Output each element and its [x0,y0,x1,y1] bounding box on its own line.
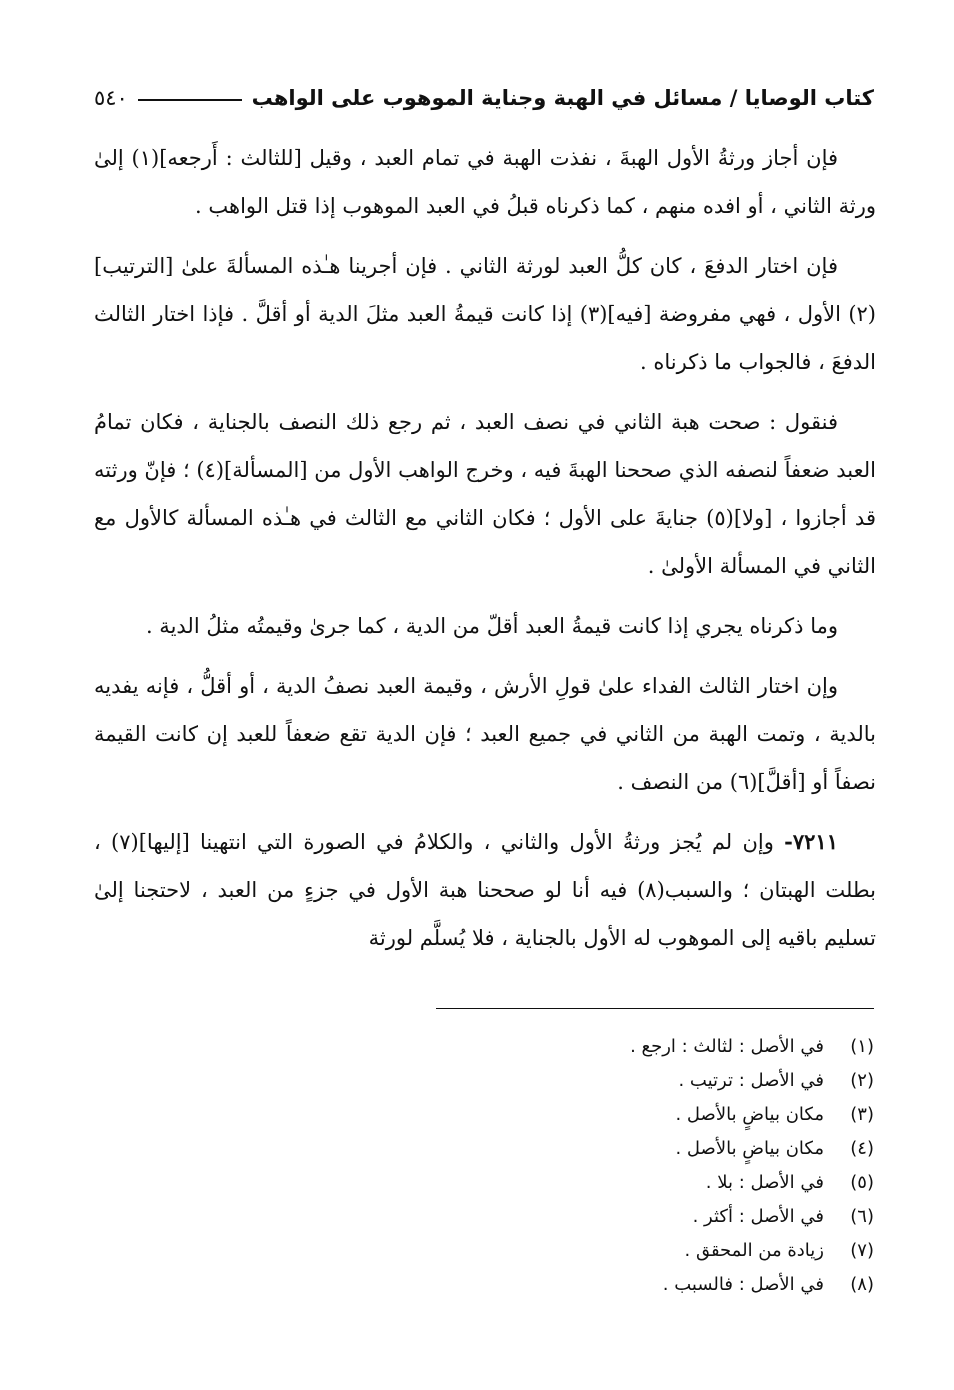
footnote [434,1166,874,1200]
running-title: كتاب الوصايا / مسائل في الهبة وجناية الموهوب على الواهب [251,86,874,110]
footnote [434,1234,874,1268]
footnote-text: في الأصل : بلا . [705,1172,824,1193]
footnote-text: في الأصل : لثالث : ارجع . [630,1036,824,1057]
footnote-text: زيادة من المحقق . [684,1240,824,1261]
footnote-text: في الأصل : فالسبب . [662,1274,824,1295]
running-header [94,80,874,116]
issue-text: وإن لم يُجز ورثةُ الأول والثاني ، والكلامُ في الصورة التي انتهينا [إليها](٧) ، بطلت الهبتان ؛ والسبب(٨) فيه أنا لو صححنا هبة الأول في جزءٍ من العبد ، لاحتجنا إلىٰ تسليم باقيه إلى الموهوب له الأول بالجناية ، فلا يُسلَّم لورثة [94,830,876,950]
paragraph: فنقول : صحت هبة الثاني في نصف العبد ، ثم رجع ذلك النصف بالجناية ، فكان تمامُ العبد ضعفاً لنصفه الذي صححنا الهبةَ فيه ، وخرج الواهب الأول من [المسألة](٤) ؛ فإنّ ورثته قد أجازوا ، [ولا](٥) جنايةَ على الأول ؛ فكان الثاني مع الثالث في هـٰذه المسألة كالأول مع الثاني في المسألة الأولىٰ . [94,410,876,578]
footnote-number: (٤) [850,1138,874,1159]
paragraph: وما ذكرناه يجري إذا كانت قيمةُ العبد أقلّ من الدية ، كما جرىٰ وقيمتُه مثلُ الدية . [145,614,838,638]
page-number: ٥٤٠ [94,86,128,110]
footnote-text: مكان بياضٍ بالأصل . [675,1138,824,1159]
footnote-text: في الأصل : ترتيب . [678,1070,824,1091]
footnote-number: (٣) [850,1104,874,1125]
footnote [434,1064,874,1098]
footnote [434,1268,874,1302]
footnote-number: (٢) [850,1070,874,1091]
footnote-text: في الأصل : أكثر . [692,1206,824,1227]
issue-number: ٧٢١١- [784,829,838,854]
paragraph: فإن أجاز ورثةُ الأول الهبةَ ، نفذت الهبة في تمام العبد ، وقيل [للثالث : أَرجعه](١) إلىٰ ورثة الثاني ، أو افده منهم ، كما ذكرناه قبلُ في العبد الموهوب إذا قتل الواهب . [94,146,876,218]
footnote-number: (٥) [850,1172,874,1193]
paragraph: فإن اختار الدفعَ ، كان كلُّ العبد لورثة الثاني . فإن أجرينا هـٰذه المسألةَ علىٰ [الترتيب](٢) الأول ، فهي مفروضة [فيه](٣) إذا كانت قيمةُ العبد مثلَ الدية أو أقلَّ . فإذا اختار الثالث الدفعَ ، فالجواب ما ذكرناه . [94,254,876,374]
footnote [434,1030,874,1064]
footnote [434,1200,874,1234]
footnote-number: (٦) [850,1206,874,1227]
footnote-number: (٨) [850,1274,874,1295]
main-text [94,134,876,974]
footnote-number: (٧) [850,1240,874,1261]
footnote-text: مكان بياضٍ بالأصل . [675,1104,824,1125]
footnotes [434,1030,874,1302]
footnote [434,1132,874,1166]
footnote-divider [436,1008,874,1009]
footnote [434,1098,874,1132]
paragraph: وإن اختار الثالث الفداء علىٰ قولِ الأرش ، وقيمة العبد نصفُ الدية ، أو أقلُّ ، فإنه يفديه بالدية ، وتمت الهبة من الثاني في جميع العبد ؛ فإن الدية تقع ضعفاً للعبد إن كانت القيمة نصفاً أو [أقلَّ](٦) من النصف . [94,674,876,794]
header-rule [138,99,242,101]
numbered-paragraph [94,818,876,962]
footnote-number: (١) [850,1036,874,1057]
